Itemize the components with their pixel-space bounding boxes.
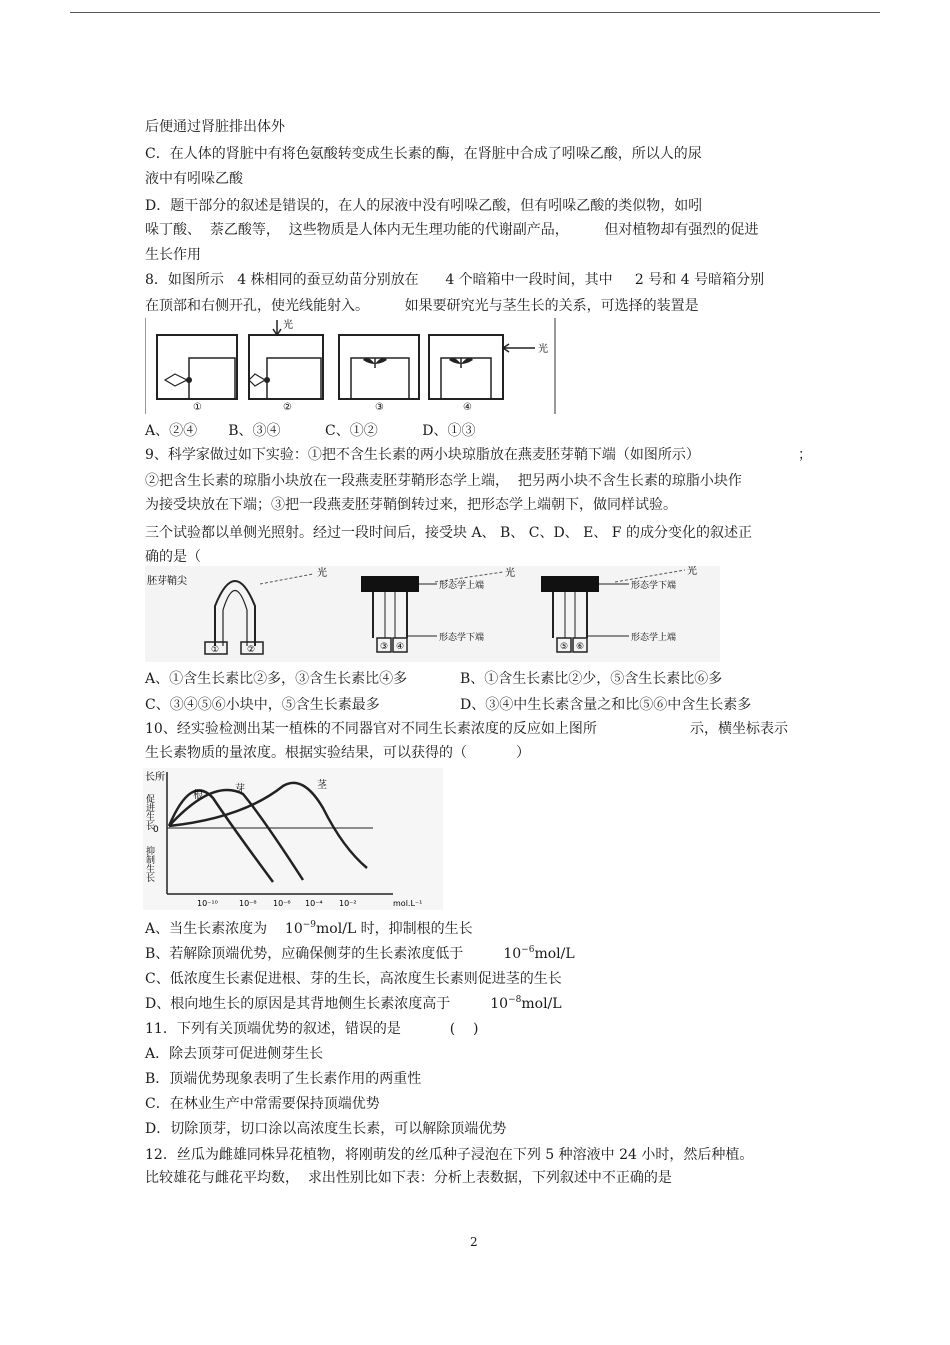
- header-rule: [70, 12, 880, 13]
- box-label: ①: [193, 402, 202, 413]
- text-line: 后便通过肾脏排出体外: [145, 119, 285, 135]
- option-b-q11: B．顶端优势现象表明了生长素作用的两重性: [145, 1071, 422, 1087]
- option-a: A、①含生长素比②多，③含生长素比④多: [145, 671, 408, 687]
- question-10: 10、经实验检测出某一植株的不同器官对不同生长素浓度的反应如上图所: [145, 721, 597, 737]
- text-line: 生长素物质的量浓度。根据实验结果，可以获得的（ ）: [145, 745, 530, 761]
- curve-label-stem: 茎: [317, 780, 327, 791]
- text-line: ；: [798, 447, 812, 463]
- fig9-label: 光: [687, 566, 697, 577]
- text-line: 生长作用: [145, 247, 201, 263]
- option-b-q10: B、若解除顶端优势，应确保侧芽的生长素浓度低于 $10^{-6}mol/L$: [145, 945, 575, 962]
- option-d-q10: D、根向地生长的原因是其背地侧生长素浓度高于 $10^{-8}mol/L$: [145, 995, 562, 1012]
- y-zero-label: 0: [153, 825, 159, 835]
- option-c-q10: C、低浓度生长素促进根、芽的生长，高浓度生长素则促进茎的生长: [145, 971, 562, 987]
- option-a-q10: A、当生长素浓度为 $10^{-9}mol/L$ 时，抑制根的生长: [145, 920, 473, 937]
- x-unit-label: mol.L⁻¹: [393, 899, 423, 908]
- question-11: 11．下列有关顶端优势的叙述，错误的是 ( ): [145, 1021, 479, 1037]
- figure-q9-coleoptile: [145, 566, 720, 662]
- box-label: ②: [283, 402, 292, 413]
- y-head-label: 长所: [145, 772, 165, 783]
- light-label: 光: [283, 320, 293, 331]
- x-tick-label: 10⁻⁸: [239, 899, 257, 908]
- fig9-label: 形态学上端: [631, 633, 677, 643]
- y-axis-label-promote: 促进生长: [144, 794, 154, 830]
- fig9-label: 胚芽鞘尖: [147, 576, 187, 587]
- text-line: 为接受块放在下端；③把一段燕麦胚芽鞘倒转过来，把形态学上端朝下，做同样试验。: [145, 497, 677, 513]
- text-line: D．题干部分的叙述是错误的，在人的尿液中没有吲哚乙酸，但有吲哚乙酸的类似物，如吲: [145, 198, 703, 214]
- text-line: C．在人体的肾脏中有将色氨酸转变成生长素的酶，在肾脏中合成了吲哚乙酸，所以人的尿: [145, 146, 702, 162]
- curve-label-bud: 芽: [235, 784, 245, 795]
- x-tick-label: 10⁻⁶: [273, 899, 291, 908]
- text-line: 三个试验都以单侧光照射。经过一段时间后，接受块 A、 B、 C、D、 E、 F 的成分变化的叙述正: [145, 525, 752, 541]
- x-tick-label: 10⁻²: [339, 899, 357, 908]
- light-label: 光: [538, 344, 548, 355]
- text-line: 比较雄花与雌花平均数， 求出性别比如下表：分析上表数据，下列叙述中不正确的是: [145, 1170, 672, 1186]
- curve-label-root: 根: [193, 790, 203, 801]
- option-c-q11: C．在林业生产中常需要保持顶端优势: [145, 1096, 380, 1112]
- block-label: ②: [247, 645, 256, 655]
- y-axis-label-inhibit: 抑制生长: [144, 846, 154, 882]
- text-line: 液中有吲哚乙酸: [145, 171, 243, 187]
- text-line: 哚丁酸、 萘乙酸等， 这些物质是人体内无生理功能的代谢副产品， 但对植物却有强烈的促进: [145, 222, 759, 238]
- box-label: ④: [463, 402, 472, 413]
- option-d-q11: D．切除顶芽，切口涂以高浓度生长素，可以解除顶端优势: [145, 1121, 507, 1137]
- question-8: 8．如图所示 4 株相同的蚕豆幼苗分别放在 4 个暗箱中一段时间，其中 2 号和 4 号暗箱分别: [145, 272, 765, 288]
- page-number: 2: [470, 1235, 478, 1249]
- x-tick-label: 10⁻⁴: [305, 899, 323, 908]
- block-label: ③: [380, 642, 389, 652]
- text-line: 示，横坐标表示: [690, 721, 788, 737]
- question-12: 12．丝瓜为雌雄同株异花植物，将刚萌发的丝瓜种子浸泡在下列 5 种溶液中 24 小时，然后种植。: [145, 1147, 754, 1163]
- block-label: ①: [211, 645, 220, 655]
- block-label: ④: [396, 642, 405, 652]
- fig9-label: 光: [317, 568, 327, 579]
- x-tick-label: 10⁻¹⁰: [197, 899, 218, 908]
- option-a-q11: A．除去顶芽可促进侧芽生长: [145, 1046, 324, 1062]
- option-d: D、③④中生长素含量之和比⑤⑥中含生长素多: [460, 697, 752, 713]
- question-9: 9、科学家做过如下实验：①把不含生长素的两小块琼脂放在燕麦胚芽鞘下端（如图所示）: [145, 447, 700, 463]
- fig9-label: 形态学下端: [631, 581, 677, 591]
- text-line: 在顶部和右侧开孔，使光线能射入。 如果要研究光与茎生长的关系，可选择的装置是: [145, 298, 699, 314]
- text-line: ②把含生长素的琼脂小块放在一段燕麦胚芽鞘形态学上端， 把另两小块不含生长素的琼脂小块作: [145, 473, 742, 489]
- block-label: ⑥: [576, 642, 585, 652]
- box-label: ③: [375, 402, 384, 413]
- fig9-label: 形态学上端: [439, 581, 485, 591]
- figure-q10-auxin-curves: [143, 768, 443, 910]
- fig9-label: 形态学下端: [439, 633, 485, 643]
- option-b: B、①含生长素比②少，⑤含生长素比⑥多: [460, 671, 723, 687]
- fig9-label: 光: [505, 568, 515, 579]
- figure-q8-dark-boxes: [145, 318, 565, 416]
- option-c: C、③④⑤⑥小块中，⑤含生长素最多: [145, 697, 380, 713]
- answer-options-q8: A、②④ B、③④ C、①② D、①③: [145, 423, 476, 439]
- block-label: ⑤: [560, 642, 569, 652]
- text-line: 确的是（: [145, 549, 201, 565]
